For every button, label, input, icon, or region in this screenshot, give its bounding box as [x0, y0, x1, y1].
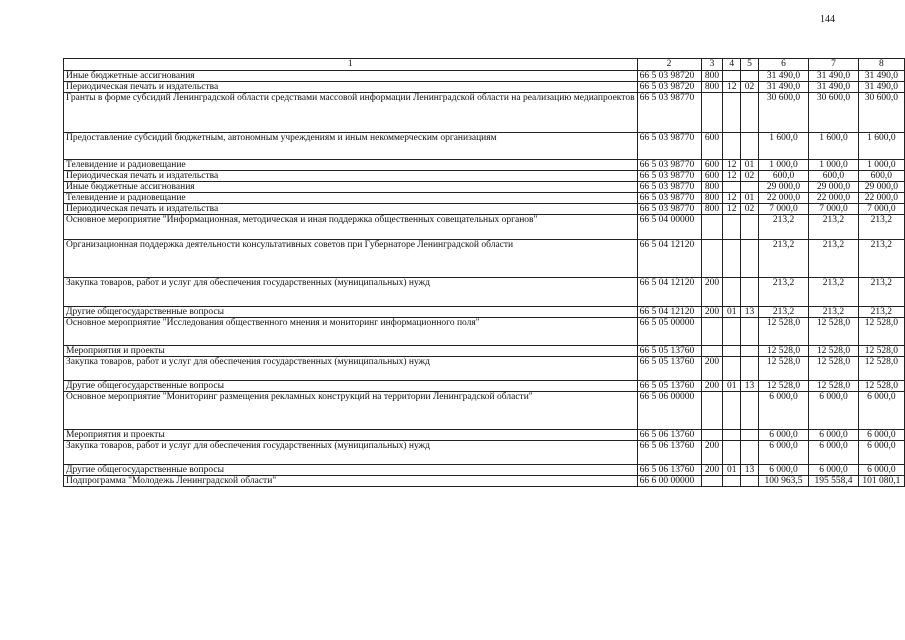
row-col-4: 12: [723, 193, 741, 204]
row-col-8: 6 000,0: [858, 392, 904, 430]
row-col-8: 600,0: [858, 171, 904, 182]
row-col-5: [741, 318, 759, 346]
row-col-4: 12: [723, 204, 741, 215]
column-header: 2: [637, 59, 701, 71]
row-col-3: 800: [701, 204, 723, 215]
row-col-5: 13: [741, 465, 759, 476]
row-col-7: 12 528,0: [809, 346, 859, 357]
row-code: 66 5 03 98770: [637, 160, 701, 171]
row-col-3: 200: [701, 381, 723, 392]
row-col-6: 12 528,0: [758, 346, 808, 357]
row-col-3: [701, 215, 723, 240]
row-name: Основное мероприятие "Информационная, методическая и иная поддержка общественных совещательных органов": [64, 215, 638, 240]
row-col-8: 213,2: [858, 215, 904, 240]
row-col-3: 200: [701, 465, 723, 476]
row-name: Телевидение и радиовещание: [64, 193, 638, 204]
row-code: 66 5 04 12120: [637, 240, 701, 278]
row-name: Закупка товаров, работ и услуг для обеспечения государственных (муниципальных) нужд: [64, 357, 638, 381]
row-name: Мероприятия и проекты: [64, 346, 638, 357]
table-row: [64, 182, 905, 193]
row-code: 66 5 03 98770: [637, 133, 701, 160]
row-col-5: [741, 71, 759, 82]
table-body: [64, 71, 905, 487]
row-col-6: 7 000,0: [758, 204, 808, 215]
row-col-8: 1 000,0: [858, 160, 904, 171]
row-code: 66 5 05 13760: [637, 357, 701, 381]
row-col-7: 213,2: [809, 307, 859, 318]
row-code: 66 5 03 98770: [637, 204, 701, 215]
row-code: 66 5 03 98720: [637, 71, 701, 82]
table-row: [64, 307, 905, 318]
row-col-5: [741, 215, 759, 240]
row-col-8: 12 528,0: [858, 381, 904, 392]
row-col-7: 213,2: [809, 278, 859, 307]
row-col-4: [723, 476, 741, 487]
row-col-8: 1 600,0: [858, 133, 904, 160]
row-col-7: 12 528,0: [809, 381, 859, 392]
row-col-8: 29 000,0: [858, 182, 904, 193]
column-header: 7: [809, 59, 859, 71]
row-col-7: 6 000,0: [809, 441, 859, 465]
row-col-8: 22 000,0: [858, 193, 904, 204]
table-row: [64, 171, 905, 182]
row-code: 66 6 00 00000: [637, 476, 701, 487]
table-row: [64, 133, 905, 160]
row-col-3: 200: [701, 357, 723, 381]
row-name: Периодическая печать и издательства: [64, 82, 638, 93]
row-name: Организационная поддержка деятельности консультативных советов при Губернаторе Ленинградской области: [64, 240, 638, 278]
row-code: 66 5 06 00000: [637, 392, 701, 430]
row-col-8: 6 000,0: [858, 465, 904, 476]
row-col-4: [723, 357, 741, 381]
row-col-4: [723, 215, 741, 240]
row-col-5: [741, 476, 759, 487]
row-name: Подпрограмма "Молодежь Ленинградской области": [64, 476, 638, 487]
row-col-4: [723, 278, 741, 307]
row-code: 66 5 05 00000: [637, 318, 701, 346]
table-row: [64, 318, 905, 346]
row-col-7: 6 000,0: [809, 465, 859, 476]
row-col-7: 31 490,0: [809, 71, 859, 82]
row-name: Другие общегосударственные вопросы: [64, 381, 638, 392]
row-name: Основное мероприятие "Исследования общественного мнения и мониторинг информационного поля": [64, 318, 638, 346]
row-col-8: 6 000,0: [858, 430, 904, 441]
column-header: 5: [741, 59, 759, 71]
row-col-8: 213,2: [858, 307, 904, 318]
row-col-3: [701, 346, 723, 357]
row-col-8: 6 000,0: [858, 441, 904, 465]
row-col-4: [723, 430, 741, 441]
row-col-7: 213,2: [809, 215, 859, 240]
row-col-3: 800: [701, 71, 723, 82]
row-col-5: [741, 357, 759, 381]
row-col-8: 12 528,0: [858, 318, 904, 346]
row-col-4: [723, 318, 741, 346]
row-name: Периодическая печать и издательства: [64, 171, 638, 182]
header-row: [64, 59, 905, 71]
row-col-5: [741, 392, 759, 430]
row-code: 66 5 06 13760: [637, 441, 701, 465]
row-col-6: 100 963,5: [758, 476, 808, 487]
row-col-6: 30 600,0: [758, 93, 808, 133]
row-name: Периодическая печать и издательства: [64, 204, 638, 215]
row-code: 66 5 03 98770: [637, 182, 701, 193]
row-col-5: [741, 93, 759, 133]
row-col-8: 30 600,0: [858, 93, 904, 133]
row-col-7: 1 600,0: [809, 133, 859, 160]
row-col-8: 12 528,0: [858, 357, 904, 381]
row-col-3: 800: [701, 193, 723, 204]
row-col-3: 200: [701, 441, 723, 465]
row-col-8: 7 000,0: [858, 204, 904, 215]
row-col-5: 13: [741, 307, 759, 318]
row-col-5: 02: [741, 171, 759, 182]
row-col-4: [723, 133, 741, 160]
row-name: Телевидение и радиовещание: [64, 160, 638, 171]
row-name: Другие общегосударственные вопросы: [64, 307, 638, 318]
table-row: [64, 441, 905, 465]
row-col-6: 31 490,0: [758, 82, 808, 93]
row-col-5: [741, 441, 759, 465]
table-row: [64, 346, 905, 357]
row-col-3: 600: [701, 171, 723, 182]
row-col-3: [701, 240, 723, 278]
row-col-3: [701, 318, 723, 346]
row-col-3: 200: [701, 307, 723, 318]
row-code: 66 5 06 13760: [637, 465, 701, 476]
row-col-6: 22 000,0: [758, 193, 808, 204]
row-col-6: 1 000,0: [758, 160, 808, 171]
column-header: 8: [858, 59, 904, 71]
row-col-7: 31 490,0: [809, 82, 859, 93]
row-col-5: [741, 133, 759, 160]
row-col-7: 6 000,0: [809, 430, 859, 441]
table-row: [64, 240, 905, 278]
row-code: 66 5 03 98770: [637, 193, 701, 204]
row-code: 66 5 06 13760: [637, 430, 701, 441]
row-code: 66 5 03 98770: [637, 93, 701, 133]
row-col-6: 213,2: [758, 215, 808, 240]
table-row: [64, 381, 905, 392]
row-col-4: [723, 182, 741, 193]
row-name: Мероприятия и проекты: [64, 430, 638, 441]
row-col-6: 31 490,0: [758, 71, 808, 82]
row-col-7: 12 528,0: [809, 357, 859, 381]
row-col-6: 1 600,0: [758, 133, 808, 160]
row-col-7: 29 000,0: [809, 182, 859, 193]
row-col-5: [741, 430, 759, 441]
row-code: 66 5 04 12120: [637, 278, 701, 307]
row-col-7: 30 600,0: [809, 93, 859, 133]
table-row: [64, 278, 905, 307]
row-col-7: 213,2: [809, 240, 859, 278]
row-col-5: 02: [741, 82, 759, 93]
table-row: [64, 357, 905, 381]
row-col-7: 195 558,4: [809, 476, 859, 487]
row-col-8: 31 490,0: [858, 82, 904, 93]
row-col-6: 600,0: [758, 171, 808, 182]
row-col-6: 12 528,0: [758, 357, 808, 381]
row-col-8: 213,2: [858, 240, 904, 278]
row-col-6: 12 528,0: [758, 381, 808, 392]
table-row: [64, 193, 905, 204]
row-col-7: 6 000,0: [809, 392, 859, 430]
column-header: 4: [723, 59, 741, 71]
row-col-6: 213,2: [758, 278, 808, 307]
budget-table: [63, 58, 905, 487]
table-row: [64, 430, 905, 441]
row-col-4: [723, 392, 741, 430]
row-col-4: 01: [723, 465, 741, 476]
row-name: Закупка товаров, работ и услуг для обеспечения государственных (муниципальных) нужд: [64, 278, 638, 307]
row-col-5: [741, 346, 759, 357]
table-row: [64, 160, 905, 171]
row-col-5: 01: [741, 193, 759, 204]
row-col-3: [701, 93, 723, 133]
page-number: 144: [820, 14, 835, 25]
row-col-4: [723, 346, 741, 357]
row-col-3: 200: [701, 278, 723, 307]
table-row: [64, 476, 905, 487]
row-col-5: [741, 182, 759, 193]
table-row: [64, 93, 905, 133]
column-header: 6: [758, 59, 808, 71]
row-col-3: 600: [701, 160, 723, 171]
row-col-6: 29 000,0: [758, 182, 808, 193]
row-col-4: 12: [723, 160, 741, 171]
table-row: [64, 71, 905, 82]
row-col-3: [701, 430, 723, 441]
row-col-8: 31 490,0: [858, 71, 904, 82]
row-col-5: [741, 240, 759, 278]
row-name: Другие общегосударственные вопросы: [64, 465, 638, 476]
table-row: [64, 465, 905, 476]
row-code: 66 5 05 13760: [637, 381, 701, 392]
column-header: 1: [64, 59, 638, 71]
row-col-3: [701, 392, 723, 430]
row-col-7: 7 000,0: [809, 204, 859, 215]
row-col-7: 22 000,0: [809, 193, 859, 204]
row-col-6: 6 000,0: [758, 465, 808, 476]
row-col-4: 12: [723, 82, 741, 93]
row-col-4: [723, 441, 741, 465]
row-col-6: 6 000,0: [758, 441, 808, 465]
row-col-8: 213,2: [858, 278, 904, 307]
row-col-6: 213,2: [758, 240, 808, 278]
row-col-4: 01: [723, 381, 741, 392]
row-col-5: 02: [741, 204, 759, 215]
row-code: 66 5 03 98770: [637, 171, 701, 182]
row-name: Иные бюджетные ассигнования: [64, 71, 638, 82]
row-code: 66 5 05 13760: [637, 346, 701, 357]
row-col-4: 01: [723, 307, 741, 318]
row-col-3: 800: [701, 182, 723, 193]
row-col-8: 101 080,1: [858, 476, 904, 487]
row-name: Предоставление субсидий бюджетным, автономным учреждениям и иным некоммерческим организациям: [64, 133, 638, 160]
row-code: 66 5 04 12120: [637, 307, 701, 318]
row-col-7: 12 528,0: [809, 318, 859, 346]
row-col-4: [723, 93, 741, 133]
table-row: [64, 215, 905, 240]
row-col-6: 6 000,0: [758, 430, 808, 441]
row-name: Гранты в форме субсидий Ленинградской области средствами массовой информации Ленинградской области на реализацию медиапроектов: [64, 93, 638, 133]
row-name: Основное мероприятие "Мониторинг размещения рекламных конструкций на территории Ленинградской области": [64, 392, 638, 430]
row-name: Закупка товаров, работ и услуг для обеспечения государственных (муниципальных) нужд: [64, 441, 638, 465]
row-col-6: 6 000,0: [758, 392, 808, 430]
row-col-3: [701, 476, 723, 487]
row-name: Иные бюджетные ассигнования: [64, 182, 638, 193]
table-row: [64, 204, 905, 215]
row-col-6: 12 528,0: [758, 318, 808, 346]
table-row: [64, 82, 905, 93]
row-code: 66 5 03 98720: [637, 82, 701, 93]
row-col-3: 600: [701, 133, 723, 160]
column-header: 3: [701, 59, 723, 71]
row-col-5: [741, 278, 759, 307]
row-col-4: [723, 240, 741, 278]
row-col-4: [723, 71, 741, 82]
row-col-7: 600,0: [809, 171, 859, 182]
row-col-5: 01: [741, 160, 759, 171]
row-col-3: 800: [701, 82, 723, 93]
row-col-8: 12 528,0: [858, 346, 904, 357]
row-col-6: 213,2: [758, 307, 808, 318]
row-code: 66 5 04 00000: [637, 215, 701, 240]
row-col-4: 12: [723, 171, 741, 182]
row-col-7: 1 000,0: [809, 160, 859, 171]
table-row: [64, 392, 905, 430]
row-col-5: 13: [741, 381, 759, 392]
